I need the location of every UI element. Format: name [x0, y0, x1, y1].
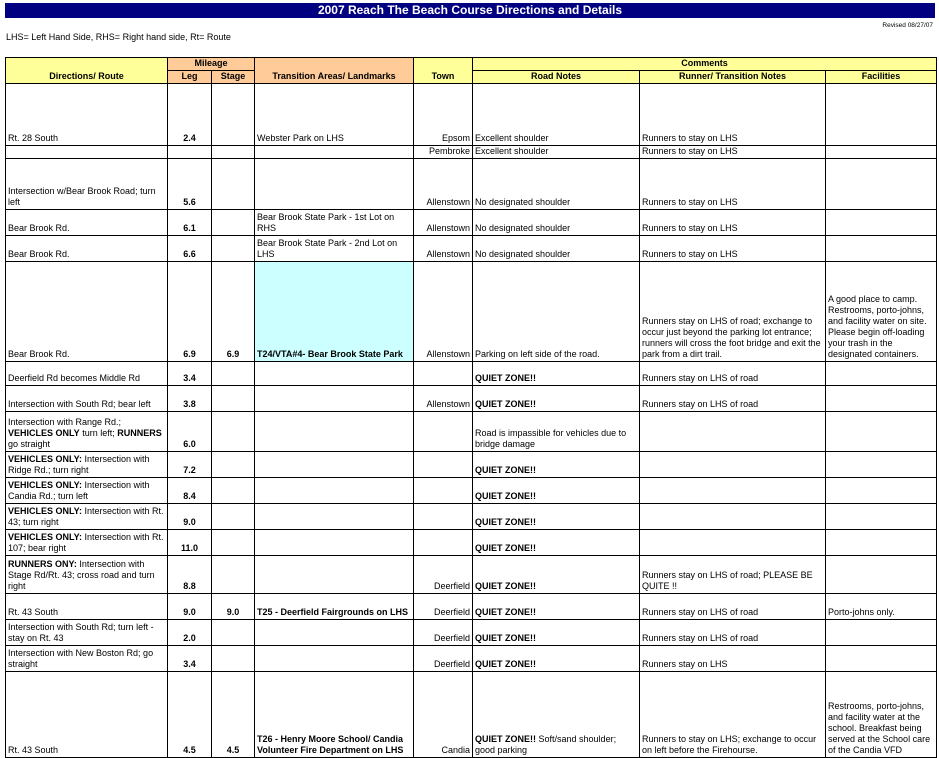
stage-mileage	[212, 646, 255, 672]
directions-cell	[6, 146, 168, 159]
town-cell: Epsom	[414, 84, 473, 146]
stage-mileage: 6.9	[212, 262, 255, 362]
stage-mileage	[212, 504, 255, 530]
transition-cell	[255, 478, 414, 504]
header-runner-notes: Runner/ Transition Notes	[640, 71, 826, 84]
runner-notes-cell: Runners stay on LHS of road	[640, 386, 826, 412]
leg-mileage: 3.4	[168, 362, 212, 386]
directions-text: Rt. 28 South	[8, 133, 59, 143]
directions-cell	[6, 84, 168, 146]
transition-cell	[255, 530, 414, 556]
runner-notes-cell: Runners stay on LHS of road	[640, 594, 826, 620]
directions-cell	[6, 386, 168, 412]
runner-notes-cell: Runners to stay on LHS	[640, 146, 826, 159]
directions-cell	[6, 620, 168, 646]
table-row	[6, 594, 937, 620]
town-cell: Allenstown	[414, 210, 473, 236]
leg-mileage	[168, 146, 212, 159]
transition-cell	[255, 210, 414, 236]
leg-mileage: 3.4	[168, 646, 212, 672]
road-notes-text: Soft/sand shoulder; good parking	[475, 734, 617, 755]
stage-mileage	[212, 620, 255, 646]
directions-cell	[6, 262, 168, 362]
header-road-notes: Road Notes	[473, 71, 640, 84]
facilities-cell	[826, 646, 937, 672]
stage-mileage	[212, 386, 255, 412]
transition-cell	[255, 646, 414, 672]
leg-mileage: 3.8	[168, 386, 212, 412]
table-row	[6, 452, 937, 478]
stage-mileage	[212, 530, 255, 556]
directions-text: go straight	[8, 439, 51, 449]
directions-cell	[6, 478, 168, 504]
road-notes-text: Excellent shoulder	[475, 146, 549, 156]
leg-mileage: 6.0	[168, 412, 212, 452]
facilities-cell: Restrooms, porto-johns, and facility water at the school. Breakfast being served at the School care of the Candia VFD	[826, 672, 937, 758]
town-cell: Pembroke	[414, 146, 473, 159]
directions-text: Rt. 43 South	[8, 607, 59, 617]
header-mileage: Mileage	[168, 58, 255, 71]
runner-notes-cell	[640, 478, 826, 504]
transition-text: T24/VTA#4- Bear Brook State Park	[257, 349, 403, 359]
directions-cell	[6, 236, 168, 262]
stage-mileage	[212, 210, 255, 236]
road-notes-cell	[473, 478, 640, 504]
directions-text: Intersection with New Boston Rd; go straight	[8, 648, 154, 669]
table-row	[6, 84, 937, 146]
stage-mileage: 9.0	[212, 594, 255, 620]
directions-cell	[6, 362, 168, 386]
leg-mileage: 11.0	[168, 530, 212, 556]
stage-mileage	[212, 159, 255, 210]
facilities-cell	[826, 556, 937, 594]
directions-text: RUNNERS	[117, 428, 162, 438]
table-row	[6, 236, 937, 262]
table-row	[6, 412, 937, 452]
road-notes-cell	[473, 386, 640, 412]
directions-text: Intersection with Rt. 107; bear right	[8, 532, 164, 553]
town-cell: Deerfield	[414, 646, 473, 672]
runner-notes-cell	[640, 412, 826, 452]
road-notes-cell	[473, 262, 640, 362]
directions-text: RUNNERS ONY:	[8, 559, 77, 569]
road-notes-text: Road is impassible for vehicles due to bridge damage	[475, 428, 627, 449]
road-notes-cell	[473, 646, 640, 672]
road-notes-cell	[473, 146, 640, 159]
runner-notes-cell	[640, 504, 826, 530]
road-notes-text: QUIET ZONE!!	[475, 581, 537, 591]
leg-mileage: 6.9	[168, 262, 212, 362]
transition-cell	[255, 504, 414, 530]
road-notes-text: No designated shoulder	[475, 249, 571, 259]
leg-mileage: 2.0	[168, 620, 212, 646]
leg-mileage: 8.8	[168, 556, 212, 594]
table-row	[6, 530, 937, 556]
runner-notes-cell: Runners stay on LHS of road	[640, 620, 826, 646]
directions-text: Intersection w/Bear Brook Road; turn left	[8, 186, 156, 207]
directions-text: VEHICLES ONLY:	[8, 506, 83, 516]
directions-text: Intersection with Candia Rd.; turn left	[8, 480, 150, 501]
stage-mileage	[212, 362, 255, 386]
facilities-cell	[826, 530, 937, 556]
directions-text: VEHICLES ONLY	[8, 428, 80, 438]
town-cell: Allenstown	[414, 236, 473, 262]
abbreviation-legend: LHS= Left Hand Side, RHS= Right hand side, Rt= Route	[6, 32, 231, 42]
town-cell	[414, 452, 473, 478]
road-notes-cell	[473, 672, 640, 758]
transition-cell	[255, 146, 414, 159]
directions-text: Intersection with Rt. 43; turn right	[8, 506, 164, 527]
town-cell: Candia	[414, 672, 473, 758]
directions-text: turn left;	[79, 428, 118, 438]
transition-cell	[255, 594, 414, 620]
directions-cell	[6, 530, 168, 556]
road-notes-text: No designated shoulder	[475, 223, 571, 233]
town-cell: Deerfield	[414, 620, 473, 646]
directions-text: Deerfield Rd becomes Middle Rd	[8, 373, 141, 383]
road-notes-cell	[473, 412, 640, 452]
road-notes-text: QUIET ZONE!!	[475, 607, 537, 617]
runner-notes-cell: Runners stay on LHS of road	[640, 362, 826, 386]
header-facilities: Facilities	[826, 71, 937, 84]
table-row	[6, 646, 937, 672]
road-notes-cell	[473, 210, 640, 236]
table-row	[6, 362, 937, 386]
road-notes-cell	[473, 159, 640, 210]
transition-cell	[255, 556, 414, 594]
road-notes-text: Parking on left side of the road.	[475, 349, 600, 359]
stage-mileage	[212, 146, 255, 159]
header-leg: Leg	[168, 71, 212, 84]
header-directions: Directions/ Route	[6, 58, 168, 84]
transition-cell	[255, 236, 414, 262]
transition-cell	[255, 672, 414, 758]
stage-mileage	[212, 84, 255, 146]
directions-text: Rt. 43 South	[8, 745, 59, 755]
facilities-cell: Porto-johns only.	[826, 594, 937, 620]
leg-mileage: 8.4	[168, 478, 212, 504]
town-cell	[414, 412, 473, 452]
table-row	[6, 672, 937, 758]
facilities-cell	[826, 504, 937, 530]
runner-notes-cell	[640, 452, 826, 478]
facilities-cell	[826, 412, 937, 452]
table-row	[6, 146, 937, 159]
road-notes-cell	[473, 236, 640, 262]
facilities-cell	[826, 236, 937, 262]
directions-cell	[6, 452, 168, 478]
runner-notes-cell: Runners stay on LHS	[640, 646, 826, 672]
runner-notes-cell: Runners to stay on LHS; exchange to occur on left before the Firehourse.	[640, 672, 826, 758]
facilities-cell	[826, 159, 937, 210]
road-notes-cell	[473, 452, 640, 478]
town-cell: Allenstown	[414, 159, 473, 210]
facilities-cell	[826, 362, 937, 386]
transition-text: Webster Park on LHS	[257, 133, 344, 143]
road-notes-text: QUIET ZONE!!	[475, 517, 537, 527]
town-cell	[414, 504, 473, 530]
stage-mileage: 4.5	[212, 672, 255, 758]
directions-cell	[6, 159, 168, 210]
directions-cell	[6, 556, 168, 594]
leg-mileage: 7.2	[168, 452, 212, 478]
directions-text: VEHICLES ONLY:	[8, 532, 83, 542]
revised-date: Revised 08/27/07	[882, 22, 933, 29]
header-town: Town	[414, 58, 473, 84]
leg-mileage: 5.6	[168, 159, 212, 210]
town-cell: Deerfield	[414, 556, 473, 594]
header-transition: Transition Areas/ Landmarks	[255, 58, 414, 84]
transition-cell	[255, 159, 414, 210]
stage-mileage	[212, 478, 255, 504]
road-notes-cell	[473, 504, 640, 530]
header-comments: Comments	[473, 58, 937, 71]
transition-text: Bear Brook State Park - 2nd Lot on LHS	[257, 238, 398, 259]
road-notes-text: QUIET ZONE!!	[475, 659, 537, 669]
road-notes-text: QUIET ZONE!!	[475, 491, 537, 501]
directions-table	[5, 57, 937, 758]
runner-notes-cell: Runners to stay on LHS	[640, 236, 826, 262]
leg-mileage: 6.6	[168, 236, 212, 262]
transition-cell	[255, 452, 414, 478]
stage-mileage	[212, 556, 255, 594]
road-notes-cell	[473, 620, 640, 646]
leg-mileage: 2.4	[168, 84, 212, 146]
road-notes-text: QUIET ZONE!!	[475, 543, 537, 553]
road-notes-text: No designated shoulder	[475, 197, 571, 207]
transition-cell	[255, 386, 414, 412]
transition-cell	[255, 620, 414, 646]
table-row	[6, 620, 937, 646]
road-notes-cell	[473, 594, 640, 620]
town-cell	[414, 530, 473, 556]
road-notes-text: QUIET ZONE!!	[475, 633, 537, 643]
town-cell: Deerfield	[414, 594, 473, 620]
transition-text: Bear Brook State Park - 1st Lot on RHS	[257, 212, 395, 233]
transition-cell	[255, 362, 414, 386]
road-notes-text: QUIET ZONE!!	[475, 373, 537, 383]
facilities-cell	[826, 210, 937, 236]
directions-text: VEHICLES ONLY:	[8, 454, 83, 464]
transition-text: T25 - Deerfield Fairgrounds on LHS	[257, 607, 409, 617]
road-notes-text: QUIET ZONE!!	[475, 399, 537, 409]
leg-mileage: 9.0	[168, 594, 212, 620]
facilities-cell: A good place to camp. Restrooms, porto-johns, and facility water on site. Please begin off-loading your trash in the designated containers.	[826, 262, 937, 362]
runner-notes-cell: Runners to stay on LHS	[640, 210, 826, 236]
runner-notes-cell	[640, 530, 826, 556]
leg-mileage: 6.1	[168, 210, 212, 236]
road-notes-text: QUIET ZONE!!	[475, 734, 537, 744]
directions-cell	[6, 504, 168, 530]
directions-text: Bear Brook Rd.	[8, 249, 70, 259]
table-row	[6, 478, 937, 504]
transition-cell	[255, 84, 414, 146]
road-notes-text: QUIET ZONE!!	[475, 465, 537, 475]
table-row	[6, 556, 937, 594]
facilities-cell	[826, 452, 937, 478]
runner-notes-cell: Runners to stay on LHS	[640, 159, 826, 210]
facilities-cell	[826, 84, 937, 146]
table-row	[6, 262, 937, 362]
town-cell: Allenstown	[414, 262, 473, 362]
table-row	[6, 504, 937, 530]
stage-mileage	[212, 452, 255, 478]
table-row	[6, 386, 937, 412]
facilities-cell	[826, 146, 937, 159]
runner-notes-cell: Runners stay on LHS of road; PLEASE BE QUITE !!	[640, 556, 826, 594]
directions-text: Bear Brook Rd.	[8, 223, 70, 233]
directions-cell	[6, 672, 168, 758]
town-cell: Allenstown	[414, 386, 473, 412]
road-notes-cell	[473, 530, 640, 556]
directions-cell	[6, 646, 168, 672]
table-row	[6, 159, 937, 210]
stage-mileage	[212, 412, 255, 452]
runner-notes-cell: Runners stay on LHS of road; exchange to occur just beyond the parking lot entrance; runners will cross the foot bridge and exit the park from a dirt trail.	[640, 262, 826, 362]
facilities-cell	[826, 620, 937, 646]
transition-text: T26 - Henry Moore School/ Candia Volunteer Fire Department on LHS	[257, 734, 404, 755]
transition-cell	[255, 412, 414, 452]
town-cell	[414, 478, 473, 504]
leg-mileage: 4.5	[168, 672, 212, 758]
document-title: 2007 Reach The Beach Course Directions and Details	[5, 3, 935, 18]
header-stage: Stage	[212, 71, 255, 84]
directions-text: Intersection with Stage Rd/Rt. 43; cross road and turn right	[8, 559, 155, 591]
runner-notes-cell: Runners to stay on LHS	[640, 84, 826, 146]
stage-mileage	[212, 236, 255, 262]
directions-text: Intersection with South Rd; turn left - stay on Rt. 43	[8, 622, 154, 643]
facilities-cell	[826, 478, 937, 504]
transition-cell	[255, 262, 414, 362]
directions-text: Intersection with Range Rd.;	[8, 417, 122, 427]
directions-cell	[6, 594, 168, 620]
road-notes-cell	[473, 84, 640, 146]
leg-mileage: 9.0	[168, 504, 212, 530]
road-notes-cell	[473, 556, 640, 594]
facilities-cell	[826, 386, 937, 412]
directions-cell	[6, 412, 168, 452]
directions-cell	[6, 210, 168, 236]
town-cell	[414, 362, 473, 386]
directions-text: Bear Brook Rd.	[8, 349, 70, 359]
road-notes-text: Excellent shoulder	[475, 133, 549, 143]
directions-text: Intersection with Ridge Rd.; turn right	[8, 454, 150, 475]
table-row	[6, 210, 937, 236]
road-notes-cell	[473, 362, 640, 386]
directions-text: VEHICLES ONLY:	[8, 480, 83, 490]
directions-text: Intersection with South Rd; bear left	[8, 399, 151, 409]
